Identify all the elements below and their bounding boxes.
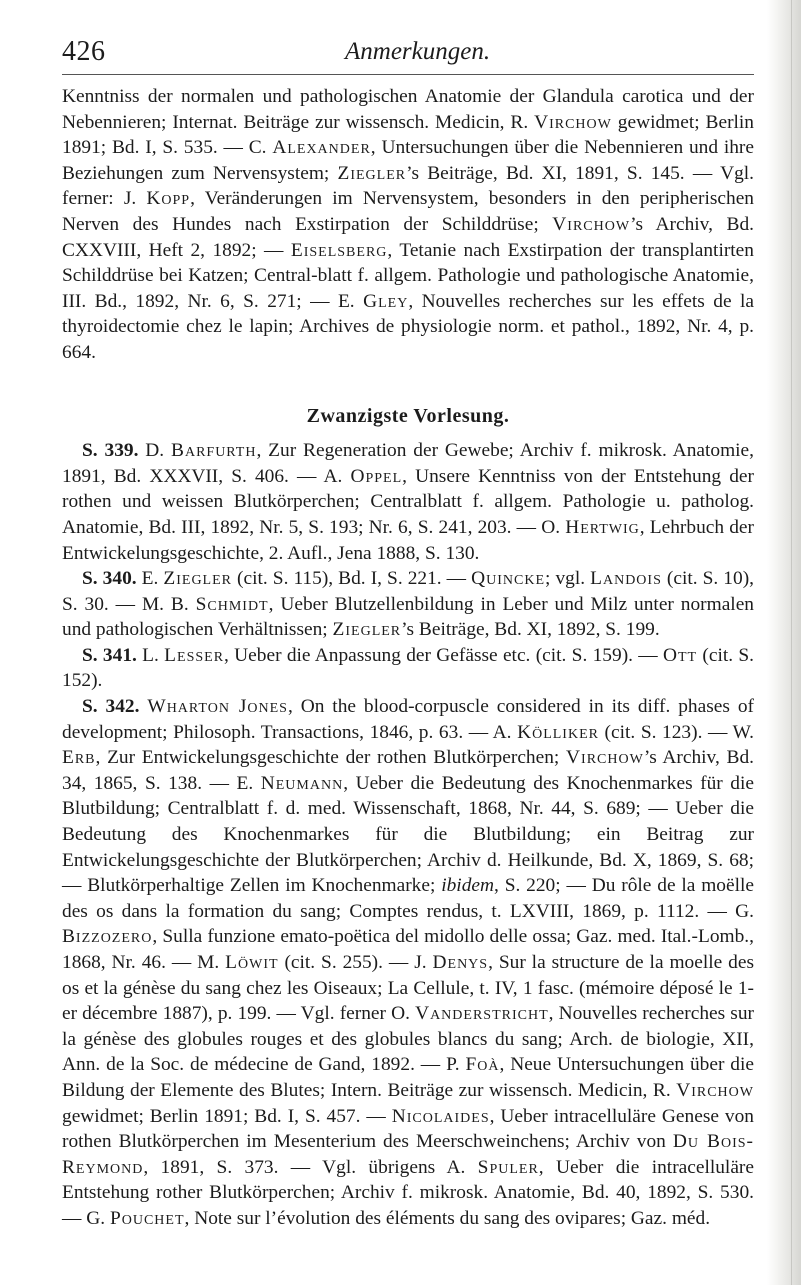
- author-name: Vanderstricht: [415, 1003, 549, 1025]
- author-name: Pouchet: [109, 1207, 185, 1229]
- author-name: Löwit: [225, 952, 279, 973]
- text-run: , Neue Untersuchungen über die Bildung der Elemente des Blutes; Intern. Beiträge zur wissensch. Medicin, R.: [62, 1054, 754, 1101]
- text-run: , Ueber intracelluläre Genese von rothen Blutkörperchen im Mesenterium des Meerschweinchens; Archiv von: [62, 1105, 754, 1153]
- text-run: (cit. S. 152).: [62, 644, 755, 692]
- text-run: , Ueber die Bedeutung des Knochenmarkes für die Blutbildung; Centralblatt f. d. med. Wissenschaft, 1868, Nr. 44, S. 689; — Ueber die Bedeutung des Knochenmarkes für die Blutbildung; ein Beitrag zur Entwickelungsgeschichte der Blutkörperchen; Archiv d. Heilkunde, Bd. X, 1869, S. 68; — Blutkörperhaltige Zellen im Knochenmarke;: [62, 772, 754, 897]
- lecture-note: [62, 643, 754, 694]
- text-run: , Lehrbuch der Entwickelungsgeschichte, 2. Aufl., Jena 1888, S. 130.: [62, 516, 754, 564]
- author-name: Quincke: [471, 568, 546, 590]
- header-rule: [62, 74, 754, 75]
- author-name: Spuler: [477, 1156, 539, 1178]
- lecture-notes: [62, 438, 754, 1231]
- author-name: Erb: [62, 747, 96, 769]
- page-reference: S. 339.: [82, 440, 139, 462]
- author-name: Landois: [590, 568, 662, 590]
- text-run: , On the blood-corpuscle considered in its diff. phases of development; Philosoph. Transactions, 1846, p. 63. — A.: [62, 696, 754, 743]
- page-edge-shadow: [767, 0, 801, 1285]
- text-run: ’s Archiv, Bd. 34, 1865, S. 138. — E.: [62, 747, 755, 794]
- text-run: ’s Beiträge, Bd. XI, 1891, S. 145. — Vgl. ferner: J.: [62, 162, 754, 210]
- text-run: (cit. S. 255). — J.: [278, 952, 433, 973]
- author-name: Kölliker: [517, 721, 599, 743]
- text-run: Kenntniss der normalen und pathologischen Anatomie der Glandula carotica und der Nebennieren; Internat. Beiträge zur wissensch. Medicin, R.: [62, 86, 754, 133]
- author-name: Virchow: [552, 213, 631, 235]
- text-run: gewidmet; Berlin 1891; Bd. I, S. 535. — C.: [62, 111, 755, 159]
- author-name: Gley: [363, 290, 409, 312]
- author-name: Du Bois-Reymond: [62, 1131, 754, 1178]
- author-name: Virchow: [534, 111, 612, 133]
- text-run: , Untersuchungen über die Nebennieren und ihre Beziehungen zum Nervensystem;: [62, 137, 754, 184]
- text-run: , S. 220; — Du rôle de la moëlle des os dans la formation du sang; Comptes rendus, t. LXVIII, 1869, p. 1112. — G.: [62, 875, 754, 922]
- author-name: Bizzozero: [62, 926, 153, 948]
- author-name: Eiselsberg: [290, 239, 388, 261]
- author-name: Hertwig: [565, 516, 640, 538]
- text-run: ’s Beiträge, Bd. XI, 1892, S. 199.: [401, 619, 660, 641]
- lecture-note: [62, 566, 754, 643]
- author-name: Oppel: [350, 465, 403, 487]
- text-run: , Ueber die Anpassung der Gefässe etc. (cit. S. 159). —: [224, 644, 663, 666]
- page-reference: S. 341.: [82, 644, 137, 666]
- page-header: [62, 36, 762, 76]
- author-name: Virchow: [566, 747, 644, 769]
- text-run: , Ueber Blutzellenbildung in Leber und Milz unter normalen und pathologischen Verhältnissen;: [62, 593, 755, 641]
- text-run: (cit. S. 115), Bd. I, S. 221. —: [232, 568, 472, 590]
- author-name: Virchow: [676, 1079, 754, 1101]
- text-run: , Sur la structure de la moelle des os et la génèse du sang chez les Oiseaux; La Cellule, t. IV, 1 fasc. (mémoire déposé le 1-er décembre 1887), p. 199. — Vgl. ferner O.: [62, 952, 754, 1025]
- author-name: Ziegler: [163, 568, 233, 590]
- text-run: , Zur Entwickelungsgeschichte der rothen Blutkörperchen;: [95, 747, 567, 769]
- text-run: D.: [138, 440, 172, 462]
- section-heading: Zwanzigste Vorlesung.: [306, 404, 510, 427]
- text-run: , 1891, S. 373. — Vgl. übrigens A.: [143, 1156, 478, 1178]
- author-name: Neumann: [260, 772, 344, 794]
- intro-paragraph: [62, 84, 754, 366]
- page-edge-line: [791, 0, 792, 1285]
- text-run: , Nouvelles recherches sur la génèse des globules rouges et des globules blancs du sang; Arch. de biologie, XII, Ann. de la Soc. de médecine de Gand, 1892. — P.: [62, 1003, 754, 1076]
- text-run: (cit. S. 10), S. 30. — M. B.: [62, 568, 754, 615]
- text-run: (cit. S. 123). — W.: [598, 721, 754, 743]
- text-run: , Note sur l’évolution des éléments du sang des ovipares; Gaz. méd.: [184, 1207, 711, 1229]
- page-body: [62, 84, 754, 1232]
- text-run: E.: [136, 568, 164, 590]
- author-name: Wharton Jones: [147, 696, 288, 718]
- page-reference: S. 340.: [82, 568, 137, 590]
- text-run: , Sulla funzione emato-poëtica del midollo delle ossa; Gaz. med. Ital.-Lomb., 1868, Nr. 46. — M.: [62, 926, 754, 973]
- text-run: , Ueber die intracelluläre Entstehung rother Blutkörperchen; Archiv f. mikrosk. Anatomie, Bd. 40, 1892, S. 530. — G.: [62, 1156, 754, 1229]
- text-run: , Tetanie nach Exstirpation der transplantirten Schilddrüse bei Katzen; Central-blatt f. allgem. Pathologie und pathologische Anatomie, III. Bd., 1892, Nr. 6, S. 271; — E.: [62, 239, 754, 312]
- text-run: ; vgl.: [545, 568, 591, 590]
- lecture-note: [62, 438, 754, 566]
- author-name: Lesser: [164, 644, 225, 666]
- running-title: Anmerkungen.: [345, 38, 491, 65]
- author-name: Ott: [662, 644, 698, 666]
- text-run: L.: [136, 644, 165, 666]
- italic-text: ibidem: [441, 875, 494, 897]
- lecture-note: [62, 694, 754, 1231]
- author-name: Denys: [432, 952, 489, 973]
- text-run: , Nouvelles recherches sur les effets de la thyroidectomie chez le lapin; Archives de physiologie norm. et pathol., 1892, Nr. 4, p. 664.: [62, 290, 754, 363]
- page-number: 426: [62, 36, 106, 67]
- author-name: Ziegler: [332, 619, 402, 641]
- text-run: ’s Archiv, Bd. CXXVIII, Heft 2, 1892; —: [62, 213, 755, 261]
- author-name: Barfurth: [171, 440, 257, 462]
- author-name: Kopp: [146, 188, 191, 210]
- author-name: Alexander: [272, 137, 371, 159]
- author-name: Schmidt: [195, 593, 269, 615]
- author-name: Nicolaides: [391, 1105, 490, 1127]
- author-name: Foà: [465, 1054, 500, 1076]
- text-run: , Zur Regeneration der Gewebe; Archiv f. mikrosk. Anatomie, 1891, Bd. XXXVII, S. 406. — A.: [62, 440, 754, 487]
- author-name: Ziegler: [337, 162, 407, 184]
- page-reference: S. 342.: [82, 696, 140, 718]
- text-run: gewidmet; Berlin 1891; Bd. I, S. 457. —: [62, 1105, 392, 1127]
- text-run: , Unsere Kenntniss von der Entstehung der rothen und weissen Blutkörperchen; Centralblatt f. allgem. Pathologie u. patholog. Anatomie, Bd. III, 1892, Nr. 5, S. 193; Nr. 6, S. 241, 203. — O.: [62, 465, 754, 538]
- text-run: , Veränderungen im Nervensystem, besonders in den peripherischen Nerven des Hundes nach Exstirpation der Schilddrüse;: [62, 188, 754, 235]
